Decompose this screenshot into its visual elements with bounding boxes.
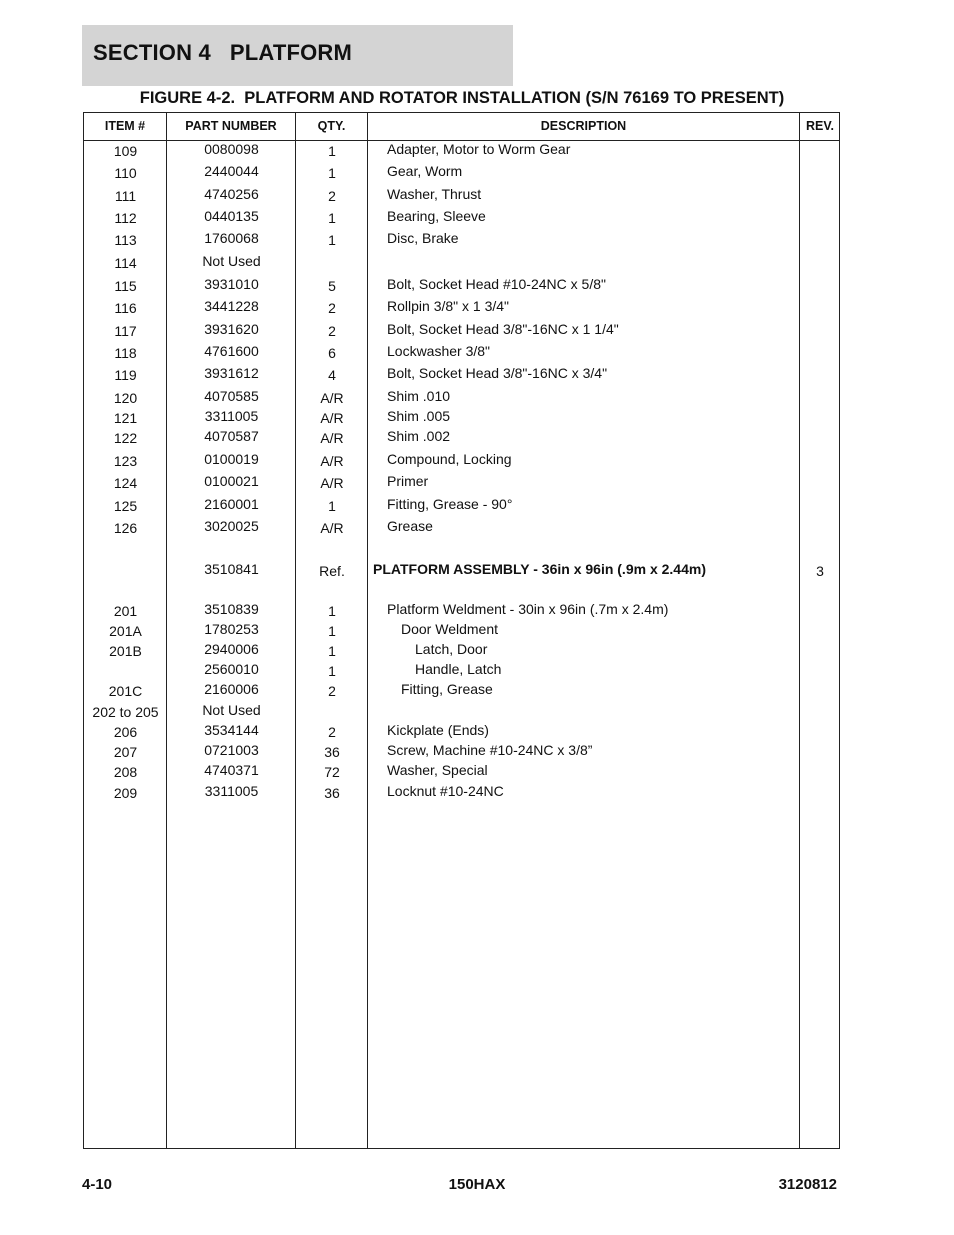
part-number-cell: 0440135 [204,208,259,224]
column-header-qty: QTY. [317,119,346,133]
item-number-cell: 116 [114,300,137,316]
qty-cell: A/R [320,430,344,446]
qty-cell: 1 [328,210,336,226]
item-number-cell: 206 [113,724,138,740]
qty-cell: 1 [328,643,336,659]
item-number-cell: 201A [109,623,142,639]
part-number-cell: 4070585 [204,388,259,404]
description-cell: Shim .005 [387,408,451,424]
part-number-cell: 3510841 [204,561,259,577]
qty-cell: A/R [320,390,344,406]
qty-cell: 2 [328,188,336,204]
item-number-cell: 122 [113,430,138,446]
part-number-cell: 3931612 [204,365,259,381]
qty-cell: A/R [320,410,344,426]
description-cell: Locknut #10-24NC [387,783,504,799]
qty-cell: 1 [328,143,336,159]
qty-cell: 4 [328,367,336,383]
description-cell: Screw, Machine #10-24NC x 3/8” [387,742,593,758]
qty-cell: 2 [328,323,336,339]
item-number-cell: 113 [114,232,137,248]
qty-cell: 1 [328,232,336,248]
description-cell: Adapter, Motor to Worm Gear [387,141,571,157]
qty-cell: A/R [320,475,344,491]
item-number-cell: 111 [114,188,137,204]
part-number-cell: 2160006 [204,681,259,697]
description-cell: Washer, Special [387,762,488,778]
description-cell: Primer [387,473,429,489]
qty-cell: 2 [328,683,336,699]
description-cell: Latch, Door [415,641,488,657]
part-number-cell: 4070587 [204,428,259,444]
part-number-cell: Not Used [202,702,261,718]
item-number-cell: 119 [114,367,137,383]
part-number-cell: 4740371 [204,762,259,778]
item-number-cell: 201C [108,683,143,699]
item-number-cell: 121 [113,410,138,426]
part-number-cell: 2940006 [204,641,259,657]
description-cell: Door Weldment [401,621,499,637]
item-number-cell: 124 [113,475,138,491]
description-cell: Disc, Brake [387,230,459,246]
description-cell: Bolt, Socket Head #10-24NC x 5/8" [387,276,606,292]
parts-table [83,112,840,1149]
description-cell: Kickplate (Ends) [387,722,489,738]
column-header-rev: REV. [805,119,835,133]
qty-cell: 2 [328,724,336,740]
part-number-cell: 3931620 [204,321,259,337]
model-name: 150HAX [448,1176,506,1193]
item-number-cell: 115 [114,278,137,294]
part-number-cell: 3510839 [204,601,259,617]
description-cell: Washer, Thrust [387,186,482,202]
qty-cell: 5 [328,278,336,294]
qty-cell: 36 [324,744,340,760]
qty-cell: 1 [328,623,336,639]
item-number-cell: 123 [113,453,138,469]
qty-cell: 1 [328,603,336,619]
description-cell: Shim .002 [387,428,451,444]
description-cell: Fitting, Grease [401,681,493,697]
item-number-cell: 112 [114,210,137,226]
description-cell: PLATFORM ASSEMBLY - 36in x 96in (.9m x 2.44m) [373,561,706,577]
description-cell: Shim .010 [387,388,451,404]
item-number-cell: 201 [113,603,138,619]
part-number-cell: 0100021 [204,473,259,489]
part-number-cell: 0100019 [204,451,259,467]
column-header-part-number: PART NUMBER [185,119,277,133]
qty-cell: 72 [324,764,340,780]
item-number-cell: 114 [114,255,137,271]
column-divider [799,113,800,1148]
item-number-cell: 125 [113,498,138,514]
description-cell: Fitting, Grease - 90° [387,496,513,512]
column-header-description: DESCRIPTION [540,119,627,133]
figure-title: FIGURE 4-2. PLATFORM AND ROTATOR INSTALLATION (S/N 76169 TO PRESENT) [139,89,785,107]
description-cell: Bolt, Socket Head 3/8"-16NC x 1 1/4" [387,321,619,337]
description-cell: Lockwasher 3/8" [387,343,491,359]
qty-cell: A/R [320,453,344,469]
item-number-cell: 109 [113,143,138,159]
qty-cell: 2 [328,300,336,316]
item-number-cell: 209 [113,785,138,801]
item-number-cell: 110 [114,165,137,181]
item-number-cell: 202 to 205 [92,704,159,720]
item-number-cell: 120 [113,390,138,406]
item-number-cell: 126 [113,520,138,536]
page-number: 4-10 [82,1176,113,1193]
description-cell: Gear, Worm [387,163,463,179]
item-number-cell: 118 [114,345,137,361]
item-number-cell: 117 [114,323,137,339]
description-cell: Bolt, Socket Head 3/8"-16NC x 3/4" [387,365,608,381]
qty-cell: A/R [320,520,344,536]
part-number-cell: 3311005 [204,783,259,799]
qty-cell: 36 [324,785,340,801]
rev-cell: 3 [816,563,824,579]
part-number-cell: 4740256 [204,186,259,202]
description-cell: Grease [387,518,433,534]
qty-cell: 1 [328,498,336,514]
part-number-cell: 2560010 [204,661,259,677]
part-number-cell: 2160001 [204,496,259,512]
description-cell: Platform Weldment - 30in x 96in (.7m x 2.4m) [387,601,669,617]
item-number-cell: 208 [113,764,138,780]
part-number-cell: 0721003 [204,742,259,758]
description-cell: Compound, Locking [387,451,512,467]
part-number-cell: 3931010 [204,276,259,292]
part-number-cell: 0080098 [204,141,259,157]
part-number-cell: 4761600 [204,343,259,359]
qty-cell: 1 [328,165,336,181]
description-cell: Rollpin 3/8" x 1 3/4" [387,298,510,314]
part-number-cell: 3441228 [204,298,259,314]
section-title: SECTION 4 PLATFORM [93,40,353,65]
description-cell: Handle, Latch [415,661,502,677]
qty-cell: Ref. [319,563,345,579]
description-cell: Bearing, Sleeve [387,208,486,224]
qty-cell: 6 [328,345,336,361]
qty-cell: 1 [328,663,336,679]
part-number-cell: 2440044 [204,163,259,179]
part-number-cell: 1760068 [204,230,259,246]
part-number-cell: 3311005 [204,408,259,424]
item-number-cell: 201B [109,643,142,659]
part-number-cell: 1780253 [204,621,259,637]
part-number-cell: Not Used [202,253,261,269]
part-number-cell: 3020025 [204,518,259,534]
item-number-cell: 207 [113,744,138,760]
column-header-item: ITEM # [104,119,146,133]
part-number-cell: 3534144 [204,722,259,738]
document-number: 3120812 [778,1176,837,1193]
